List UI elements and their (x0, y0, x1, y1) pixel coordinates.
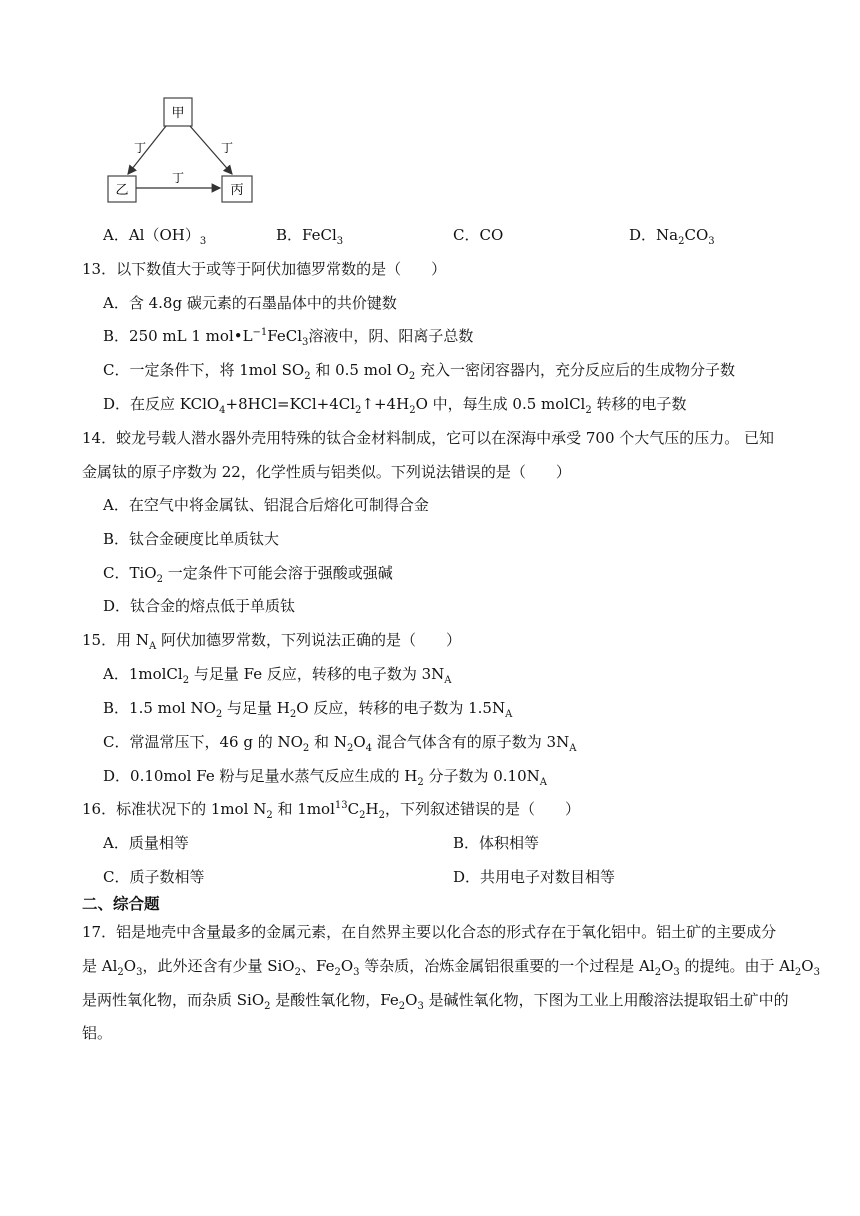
q17-line1: 17．铝是地壳中含量最多的金属元素，在自然界主要以化合态的形式存在于氧化铝中。铝土矿的主要成分 (82, 923, 777, 941)
q16-option-c: C．质子数相等 (103, 868, 205, 886)
q16-stem: 16．标准状况下的 1mol $N_2$ 和 $1mol^{13}C_2H_2$，下列叙述错误的是（ ） (82, 800, 580, 821)
q15-stem: 15．用 $N_A$ 阿伏加德罗常数，下列说法正确的是（ ） (82, 631, 461, 652)
node-jia-label: 甲 (171, 106, 185, 121)
q12-option-d: D．$Na_2CO_3$ (629, 226, 715, 247)
section-heading: 二、综合题 (82, 895, 160, 913)
q16-option-a: A．质量相等 (103, 834, 189, 852)
q13-option-c: C．一定条件下，将 1mol $SO_2$ 和 0.5 mol $O_2$ 充入一密闭容器内，充分反应后的生成物分子数 (103, 361, 735, 382)
edge-label-left: 丁 (133, 141, 147, 155)
q13-option-d: D．在反应 $KClO_4+8HCl=KCl+4Cl_2↑+4H_2O$ 中，每生成 0.5 molCl$_2$ 转移的电子数 (103, 395, 687, 416)
q16-option-d: D．共用电子对数目相等 (453, 868, 616, 886)
q16-option-b: B．体积相等 (453, 834, 540, 852)
q17-line2: 是 $Al_2O_3$，此外还含有少量 SiO$_2$、$Fe_2O_3$ 等杂质，冶炼金属铝很重要的一个过程是 $Al_2O_3$ 的提纯。由于 $Al_2O_3$ (82, 957, 820, 978)
edge-label-bottom: 丁 (171, 171, 185, 185)
q14-stem-line1: 14．蛟龙号载人潜水器外壳用特殊的钛合金材料制成，它可以在深海中承受 700 个大气压的压力。 已知 (82, 429, 775, 447)
q14-option-b: B．钛合金硬度比单质钛大 (103, 530, 280, 548)
q14-option-a: A．在空气中将金属钛、铝混合后熔化可制得合金 (103, 496, 429, 514)
edge-label-right: 丁 (220, 141, 234, 155)
q15-option-b: B．1.5 mol $NO_2$ 与足量 $H_2O$ 反应，转移的电子数为 $1.5N_A$ (103, 699, 513, 720)
q12-option-a: A．$Al(OH)_3$ (103, 226, 207, 247)
q14-option-d: D．钛合金的熔点低于单质钛 (103, 597, 296, 615)
relation-diagram (100, 92, 260, 210)
q17-line3: 是两性氧化物，而杂质 SiO$_2$ 是酸性氧化物，$Fe_2O_3$ 是碱性氧化物，下图为工业上用酸溶法提取铝土矿中的 (82, 991, 789, 1012)
q13-option-b: B．250 mL 1 $mol•L^{-1}FeCl_3$溶液中，阴、阳离子总数 (103, 327, 474, 348)
q13-stem: 13．以下数值大于或等于阿伏加德罗常数的是（ ） (82, 260, 447, 278)
node-yi-label: 乙 (115, 183, 129, 198)
q14-option-c: C．TiO$_2$ 一定条件下可能会溶于强酸或强碱 (103, 564, 393, 585)
q13-option-a: A．含 4.8g 碳元素的石墨晶体中的共价键数 (103, 294, 397, 312)
q12-option-b: B．FeCl$_3$ (276, 226, 344, 247)
q15-option-d: D．0.10mol Fe 粉与足量水蒸气反应生成的 $H_2$ 分子数为 $0.10N_A$ (103, 767, 547, 788)
node-bing-label: 丙 (230, 183, 244, 198)
q12-option-c: C．CO (453, 226, 504, 244)
q17-line4: 铝。 (82, 1024, 113, 1042)
q15-option-c: C．常温常压下，46 g 的 $NO_2$ 和 $N_2O_4$ 混合气体含有的原子数为 $3N_A$ (103, 733, 577, 754)
q14-stem-line2: 金属钛的原子序数为 22，化学性质与铝类似。下列说法错误的是（ ） (82, 463, 571, 481)
q15-option-a: A．1molCl$_2$ 与足量 Fe 反应，转移的电子数为 $3N_A$ (103, 665, 452, 686)
